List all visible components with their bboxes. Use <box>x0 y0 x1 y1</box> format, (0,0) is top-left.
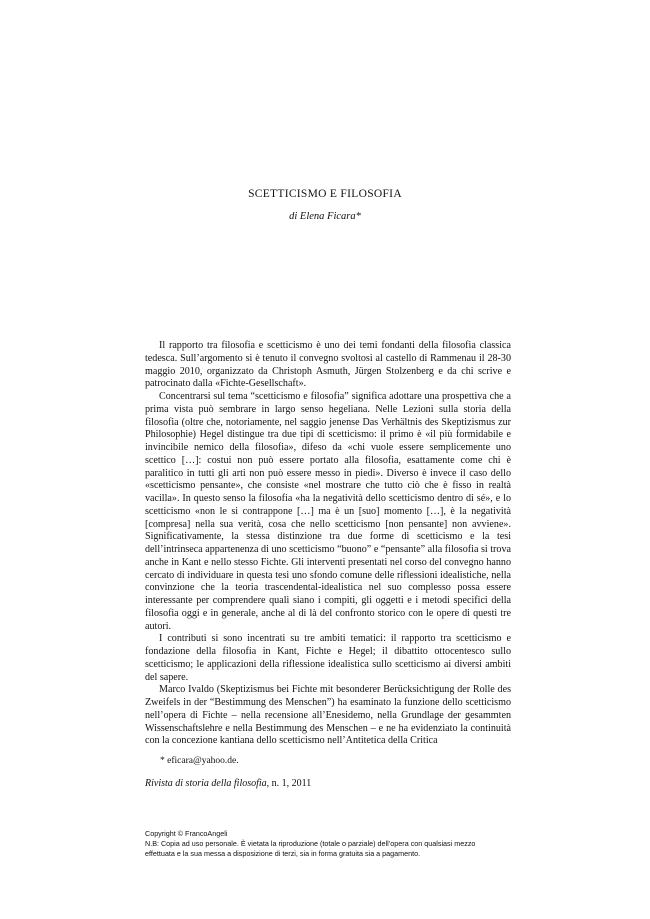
journal-name: Rivista di storia della filosofia <box>145 778 267 789</box>
paragraph-1: Il rapporto tra filosofia e scetticismo è uno dei temi fondanti della filosofia classica tedesca. Sull’argomento si è tenuto il convegno svoltosi al castello di Rammenau il 28-30 maggio 2010, organizzato da Christoph Asmuth, Jürgen Stolzenberg e da chi scrive e patrocinato dalla «Fichte-Gesellschaft». <box>145 340 511 390</box>
journal-citation <box>145 778 311 789</box>
article-title: SCETTICISMO E FILOSOFIA <box>248 188 402 200</box>
footnote: * eficara@yahoo.de. <box>160 756 239 766</box>
paragraph-2: Concentrarsi sul tema “scetticismo e filosofia” significa adottare una prospettiva che a prima vista può sembrare in largo senso hegeliana. Nelle Lezioni sulla storia della filosofia (oltre che, notoriamente, nel saggio jenense Das Verhältnis des Skeptizismus zur Philosophie) Hegel distingue tra due tipi di scetticismo: il primo è «il più formidabile e invincibile nemico della filosofia», difeso da «chi vuole essere semplicemente uno scettico […]: costui non può essere portato alla filosofia, esattamente come chi è paralitico in tutti gli arti non può essere messo in piedi». Diverso è invece il caso dello «scetticismo pensante», che consiste «nel mostrare che tutto ciò che è fisso in realtà vacilla». In questo senso la filosofia «ha la negatività dello scetticismo dentro di sé», e lo scetticismo «non le si contrappone […] ma è un [suo] momento […], è la negatività [compresa] nella sua verità, cosa che nello scetticismo [non pensante] non avviene». Significativamente, la stessa distinzione tra due forme di scetticismo e la tesi dell’intrinseca appartenenza di uno scetticismo “buono” e “pensante” alla filosofia si trova anche in Kant e nello stesso Fichte. Gli interventi presentati nel corso del convegno hanno cercato di individuare in questa tesi uno sfondo comune delle riflessioni idealistiche, nella convinzione che la teoria trascendental-idealistica nel suo complesso possa essere interessante per comprendere quali siano i compiti, gli oggetti e i metodi specifici della filosofia oggi e in generale, anche al di là del confronto storico con le opere di questi tre autori. <box>145 391 511 632</box>
copyright-line-1: Copyright © FrancoAngeli <box>145 829 228 838</box>
copyright-line-2: N.B: Copia ad uso personale. È vietata la riproduzione (totale o parziale) dell’opera con qualsiasi mezzo <box>145 839 476 849</box>
paragraph-4: Marco Ivaldo (Skeptizismus bei Fichte mit besonderer Berücksichtigung der Rolle des Zweifels in der “Bestimmung des Menschen”) ha esaminato la funzione dello scetticismo nell’opera di Fichte – nella recensione all’Enesidemo, nella Grundlage der gesammten Wissenschaftslehre e nella Bestimmung des Menschen – e ne ha evidenziato la continuità con la concezione kantiana dello scetticismo nell’Antitetica della Critica <box>145 684 511 747</box>
journal-issue: , n. 1, 2011 <box>266 778 312 789</box>
article-body <box>145 340 511 748</box>
paragraph-3: I contributi si sono incentrati su tre ambiti tematici: il rapporto tra scetticismo e fondazione della filosofia in Kant, Fichte e Hegel; il dibattito ottocentesco sullo scetticismo; le applicazioni della riflessione idealistica sullo scetticismo ai diversi ambiti del sapere. <box>145 633 511 683</box>
copyright-notice <box>145 829 475 860</box>
copyright-line-3: effettuata e la sua messa a disposizione di terzi, sia in forma gratuita sia a pagamento. <box>145 849 421 859</box>
article-author: di Elena Ficara* <box>289 211 361 222</box>
